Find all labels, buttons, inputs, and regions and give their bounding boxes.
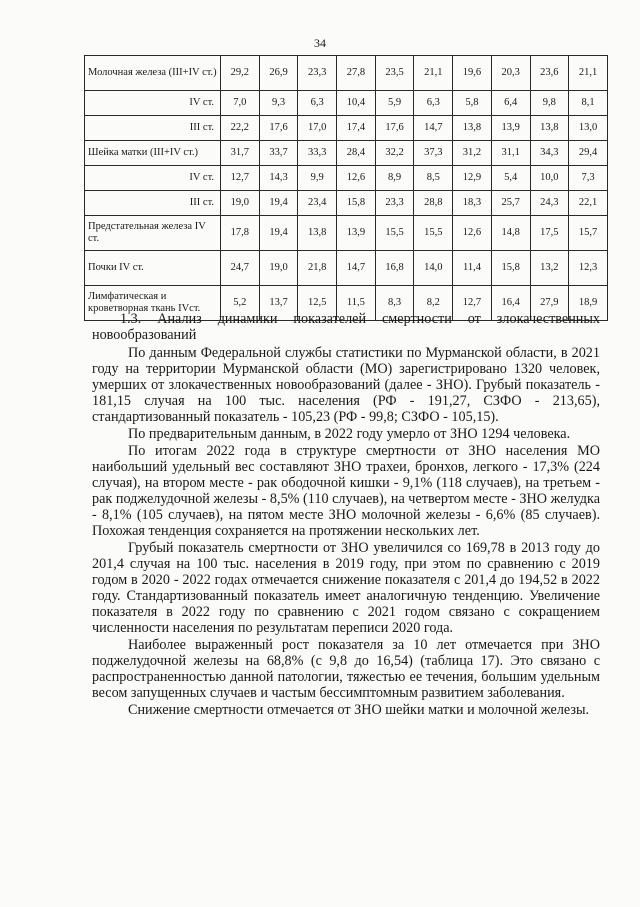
table-cell: 28,8: [414, 191, 453, 216]
table-cell: 12,9: [453, 166, 492, 191]
table-cell: 18,9: [569, 286, 608, 321]
row-label: III ст.: [85, 116, 221, 141]
table-cell: 19,0: [259, 251, 298, 286]
table-cell: 14,8: [491, 216, 530, 251]
row-label: Молочная железа (III+IV ст.): [85, 56, 221, 91]
paragraph-6: Снижение смертности отмечается от ЗНО шейки матки и молочной железы.: [128, 702, 590, 718]
table-cell: 15,8: [337, 191, 376, 216]
table-cell: 8,1: [569, 91, 608, 116]
table-cell: 21,1: [569, 56, 608, 91]
table-cell: 33,7: [259, 141, 298, 166]
table-cell: 12,3: [569, 251, 608, 286]
table-cell: 14,7: [414, 116, 453, 141]
table-cell: 23,3: [375, 191, 414, 216]
table-cell: 13,9: [491, 116, 530, 141]
table-cell: 22,1: [569, 191, 608, 216]
table-cell: 23,3: [298, 56, 337, 91]
table-cell: 19,6: [453, 56, 492, 91]
section-heading: 1.3. Анализ динамики показателей смертности от злокачественных новообразований: [92, 311, 600, 343]
table-cell: 11,5: [337, 286, 376, 321]
table-cell: 24,7: [221, 251, 260, 286]
table-body: [85, 56, 608, 321]
table-cell: 9,9: [298, 166, 337, 191]
table-cell: 37,3: [414, 141, 453, 166]
table-cell: 10,4: [337, 91, 376, 116]
table-cell: 6,3: [414, 91, 453, 116]
table-cell: 12,6: [453, 216, 492, 251]
row-label: Шейка матки (III+IV ст.): [85, 141, 221, 166]
table-cell: 18,3: [453, 191, 492, 216]
table-cell: 17,5: [530, 216, 569, 251]
table-cell: 8,3: [375, 286, 414, 321]
table-cell: 23,4: [298, 191, 337, 216]
table-cell: 27,9: [530, 286, 569, 321]
page-number: 34: [314, 36, 326, 50]
table-row: [85, 141, 608, 166]
table-cell: 29,2: [221, 56, 260, 91]
row-label: III ст.: [85, 191, 221, 216]
table-cell: 15,7: [569, 216, 608, 251]
row-label: Предстательная железа IV ст.: [85, 216, 221, 251]
table-cell: 5,9: [375, 91, 414, 116]
table-cell: 17,6: [375, 116, 414, 141]
table-row: [85, 166, 608, 191]
table-cell: 11,4: [453, 251, 492, 286]
row-label: Лимфатическая и кроветворная ткань IVст.: [85, 286, 221, 321]
table-cell: 23,5: [375, 56, 414, 91]
table-cell: 31,2: [453, 141, 492, 166]
table-row: [85, 91, 608, 116]
mortality-data-table: [84, 55, 608, 321]
table-cell: 8,2: [414, 286, 453, 321]
table-cell: 32,2: [375, 141, 414, 166]
table-cell: 8,5: [414, 166, 453, 191]
row-label: IV ст.: [85, 166, 221, 191]
table-cell: 14,3: [259, 166, 298, 191]
table-cell: 13,0: [569, 116, 608, 141]
table-row: [85, 191, 608, 216]
table-cell: 13,8: [298, 216, 337, 251]
table-cell: 25,7: [491, 191, 530, 216]
table-cell: 14,7: [337, 251, 376, 286]
table-cell: 29,4: [569, 141, 608, 166]
table-cell: 28,4: [337, 141, 376, 166]
table-cell: 14,0: [414, 251, 453, 286]
table-cell: 13,7: [259, 286, 298, 321]
table-cell: 15,5: [375, 216, 414, 251]
paragraph-4: Грубый показатель смертности от ЗНО увеличился со 169,78 в 2013 году до 201,4 случая на 100 тыс. населения в 2019 году, при этом по сравнению с 2019 годом в 2020 - 2022 годах отмечается снижение показателя с 201,4 до 194,52 в 2022 году. Стандартизованный показатель имеет аналогичную тенденцию. Увеличение показателя в 2022 году по сравнению с 2021 годом связано с сокращением численности населения по результатам переписи 2020 года.: [92, 540, 600, 636]
table-cell: 31,7: [221, 141, 260, 166]
table-cell: 7,0: [221, 91, 260, 116]
table-cell: 16,4: [491, 286, 530, 321]
table-cell: 19,4: [259, 191, 298, 216]
paragraph-3: По итогам 2022 года в структуре смертности от ЗНО населения МО наибольший удельный вес составляют ЗНО трахеи, бронхов, легкого - 17,3% (224 случая), на втором месте - рак ободочной кишки - 9,1% (118 случаев), на третьем - рак поджелудочной железы - 8,5% (110 случаев), на четвертом месте - ЗНО желудка - 8,1% (105 случаев), на пятом месте ЗНО молочной железы - 6,6% (85 случаев). Похожая тенденция сохраняется на протяжении нескольких лет.: [92, 443, 600, 539]
table-cell: 13,8: [530, 116, 569, 141]
table-cell: 31,1: [491, 141, 530, 166]
table-cell: 17,8: [221, 216, 260, 251]
table-cell: 13,8: [453, 116, 492, 141]
table-cell: 19,4: [259, 216, 298, 251]
table-cell: 17,4: [337, 116, 376, 141]
table-cell: 12,7: [221, 166, 260, 191]
table-cell: 9,8: [530, 91, 569, 116]
table-cell: 33,3: [298, 141, 337, 166]
table-cell: 10,0: [530, 166, 569, 191]
table-cell: 34,3: [530, 141, 569, 166]
table-cell: 24,3: [530, 191, 569, 216]
table-cell: 9,3: [259, 91, 298, 116]
table-cell: 19,0: [221, 191, 260, 216]
table-cell: 12,7: [453, 286, 492, 321]
table-cell: 13,9: [337, 216, 376, 251]
table-cell: 15,5: [414, 216, 453, 251]
section-text: [92, 311, 600, 719]
table-cell: 5,2: [221, 286, 260, 321]
paragraph-2: По предварительным данным, в 2022 году умерло от ЗНО 1294 человека.: [128, 426, 571, 442]
table-cell: 12,5: [298, 286, 337, 321]
row-label: Почки IV ст.: [85, 251, 221, 286]
table-cell: 5,8: [453, 91, 492, 116]
table-cell: 5,4: [491, 166, 530, 191]
table-cell: 6,4: [491, 91, 530, 116]
table-cell: 26,9: [259, 56, 298, 91]
table-cell: 15,8: [491, 251, 530, 286]
table-cell: 13,2: [530, 251, 569, 286]
table-cell: 17,0: [298, 116, 337, 141]
table-cell: 16,8: [375, 251, 414, 286]
table-cell: 8,9: [375, 166, 414, 191]
table-cell: 17,6: [259, 116, 298, 141]
table-cell: 12,6: [337, 166, 376, 191]
table-cell: 27,8: [337, 56, 376, 91]
paragraph-5: Наиболее выраженный рост показателя за 10 лет отмечается при ЗНО поджелудочной железы на 68,8% (с 9,8 до 16,54) (таблица 17). Это связано с распространенностью данной патологии, тяжестью ее течения, большим удельным весом запущенных случаев и частым бессимптомным развитием заболевания.: [92, 637, 600, 701]
table-row: [85, 251, 608, 286]
table-cell: 20,3: [491, 56, 530, 91]
table-row: [85, 216, 608, 251]
table-cell: 6,3: [298, 91, 337, 116]
table-cell: 21,1: [414, 56, 453, 91]
table-cell: 7,3: [569, 166, 608, 191]
row-label: IV ст.: [85, 91, 221, 116]
table-cell: 22,2: [221, 116, 260, 141]
table-row: [85, 56, 608, 91]
table-row: [85, 116, 608, 141]
table-cell: 21,8: [298, 251, 337, 286]
paragraph-1: По данным Федеральной службы статистики по Мурманской области, в 2021 году на территории Мурманской области (МО) зарегистрировано 1320 человек, умерших от злокачественных новообразований (далее - ЗНО). Грубый показатель - 181,15 случая на 100 тыс. населения (РФ - 191,27, СЗФО - 213,65), стандартизованный показатель - 105,23 (РФ - 99,8; СЗФО - 105,15).: [92, 345, 600, 425]
table-cell: 23,6: [530, 56, 569, 91]
